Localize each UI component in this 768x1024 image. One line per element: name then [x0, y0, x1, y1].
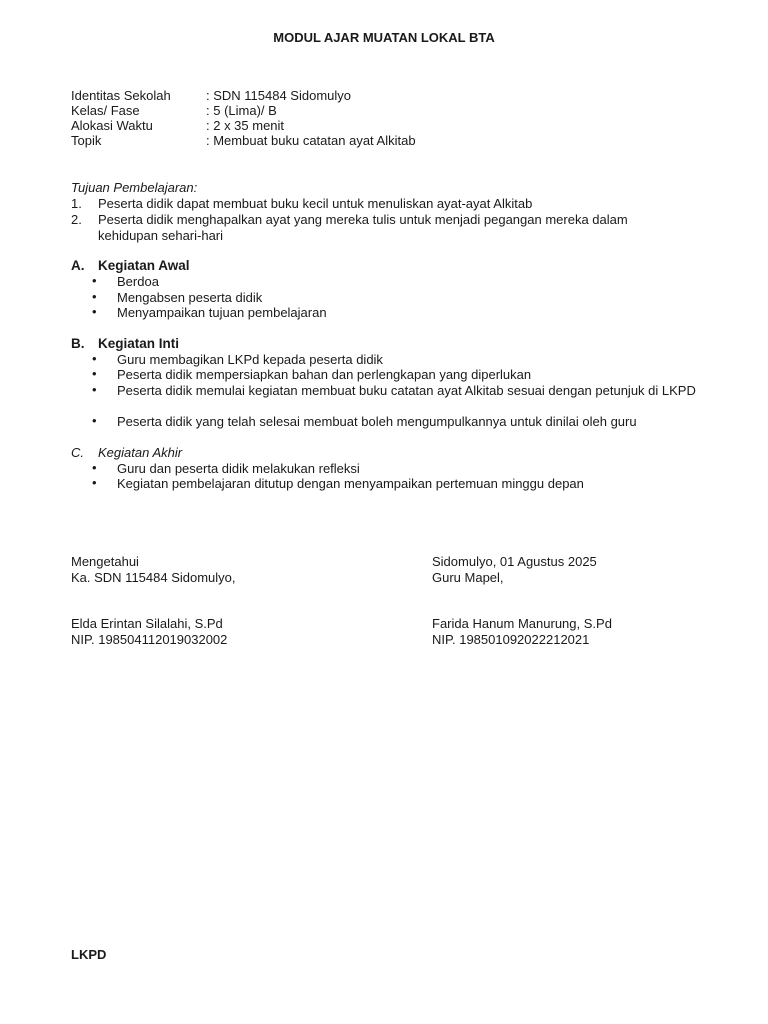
identity-value: : 2 x 35 menit: [206, 118, 285, 133]
signature-left-name: Elda Erintan Silalahi, S.Pd: [71, 616, 223, 631]
bullet-icon: •: [92, 366, 97, 381]
list-item: [92, 461, 702, 477]
objective-item: [71, 196, 681, 212]
list-item: [92, 476, 702, 492]
list-item-text: Peserta didik mempersiapkan bahan dan perlengkapan yang diperlukan: [117, 367, 532, 382]
document-title: MODUL AJAR MUATAN LOKAL BTA: [273, 30, 495, 45]
objective-number: 1.: [71, 196, 82, 211]
objectives-heading: Tujuan Pembelajaran:: [71, 180, 198, 195]
list-item-text: Peserta didik yang telah selesai membuat boleh mengumpulkannya untuk dinilai oleh guru: [117, 414, 637, 429]
list-item-text: Berdoa: [117, 274, 159, 289]
signature-right-line2: Guru Mapel,: [432, 570, 504, 585]
list-item-text: Guru dan peserta didik melakukan refleksi: [117, 461, 360, 476]
bullet-icon: •: [92, 413, 97, 428]
identity-key: Identitas Sekolah: [71, 88, 171, 103]
section-title: Kegiatan Akhir: [98, 445, 183, 460]
identity-row-topic: [71, 133, 416, 149]
list-item-text: Guru membagikan LKPd kepada peserta didik: [117, 352, 383, 367]
signature-right-nip: NIP. 198501092022212021: [432, 632, 590, 647]
list-item-text: Kegiatan pembelajaran ditutup dengan menyampaikan pertemuan minggu depan: [117, 476, 584, 491]
list-item: [92, 367, 702, 383]
bullet-icon: •: [92, 475, 97, 490]
objective-text: Peserta didik dapat membuat buku kecil untuk menuliskan ayat-ayat Alkitab: [98, 196, 533, 211]
list-item: [92, 414, 702, 430]
section-letter: B.: [71, 336, 85, 351]
bullet-icon: •: [92, 304, 97, 319]
section-c-heading: [71, 445, 182, 461]
list-item-text: Menyampaikan tujuan pembelajaran: [117, 305, 327, 320]
signature-left-line1: Mengetahui: [71, 554, 139, 569]
bullet-icon: •: [92, 382, 97, 397]
section-title: Kegiatan Awal: [98, 258, 190, 273]
signature-left-line2: Ka. SDN 115484 Sidomulyo,: [71, 570, 236, 585]
objective-item: [71, 212, 681, 243]
section-title: Kegiatan Inti: [98, 336, 180, 351]
identity-value: : Membuat buku catatan ayat Alkitab: [206, 133, 416, 148]
list-item: [92, 274, 702, 290]
identity-value: : 5 (Lima)/ B: [206, 103, 277, 118]
list-item: [92, 290, 702, 306]
section-a-heading: [71, 258, 190, 274]
bullet-icon: •: [92, 460, 97, 475]
bullet-icon: •: [92, 273, 97, 288]
list-item: [92, 305, 702, 321]
section-b-heading: [71, 336, 179, 352]
section-letter: C.: [71, 445, 84, 460]
footer-label: LKPD: [71, 947, 107, 962]
identity-row-school: [71, 88, 351, 104]
signature-left-nip: NIP. 198504112019032002: [71, 632, 228, 647]
identity-key: Alokasi Waktu: [71, 118, 153, 133]
identity-value: : SDN 115484 Sidomulyo: [206, 88, 352, 103]
list-item: [92, 352, 702, 368]
list-item: [92, 383, 702, 399]
objective-text: Peserta didik menghapalkan ayat yang mereka tulis untuk menjadi pegangan mereka dalam kehidupan sehari-hari: [98, 212, 628, 243]
list-item-text: Mengabsen peserta didik: [117, 290, 263, 305]
section-letter: A.: [71, 258, 85, 273]
signature-right-name: Farida Hanum Manurung, S.Pd: [432, 616, 612, 631]
identity-row-class: [71, 103, 277, 119]
list-item-text: Peserta didik memulai kegiatan membuat buku catatan ayat Alkitab sesuai dengan petunjuk di LKPD: [117, 383, 696, 398]
bullet-icon: •: [92, 351, 97, 366]
objective-number: 2.: [71, 212, 82, 227]
identity-row-time: [71, 118, 284, 134]
identity-key: Kelas/ Fase: [71, 103, 140, 118]
signature-right-line1: Sidomulyo, 01 Agustus 2025: [432, 554, 597, 569]
identity-key: Topik: [71, 133, 102, 148]
bullet-icon: •: [92, 289, 97, 304]
